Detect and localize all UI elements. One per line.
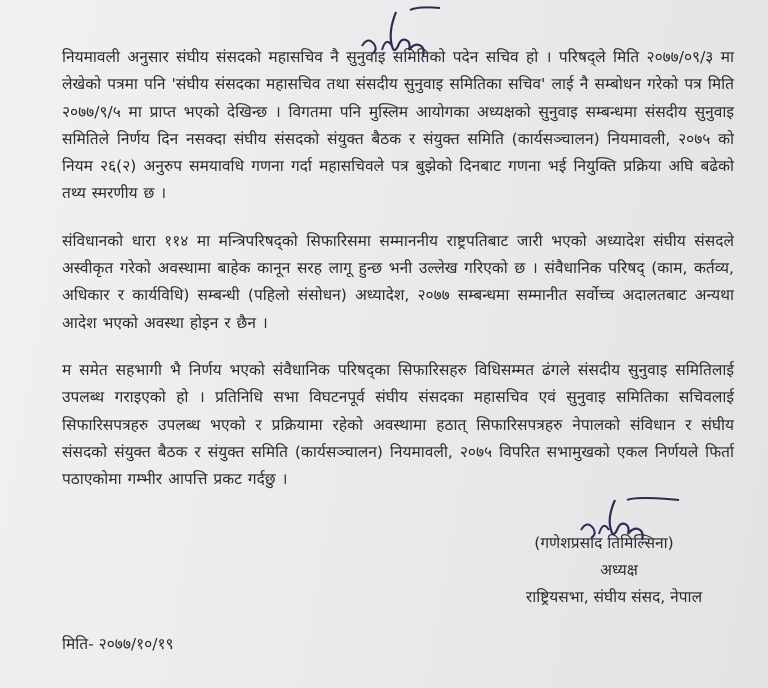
signatory-name: (गणेशप्रसाद तिमिल्सिना) (534, 534, 674, 552)
paragraph-3: म समेत सहभागी भै निर्णय भएको संवैधानिक परिषद्का सिफारिसहरु विधिसम्मत ढंगले संसदीय सुनुवाइ समितिलाई उपलब्ध गराइएको हो । प्रतिनिधि सभा विघटनपूर्व संघीय संसदका महासचिव एवं सुनुवाइ समितिका सचिवलाई सिफारिसपत्रहरु उपलब्ध भएको र प्रक्रियामा रहेको अवस्थामा हठात् सिफारिसपत्रहरु नेपालको संविधान र संघीय संसदको संयुक्त बैठक र संयुक्त समिति (कार्यसञ्चालन) नियमावली, २०७५ विपरित सभामुखको एकल निर्णयले फिर्ता पठाएकोमा गम्भीर आपत्ति प्रकट गर्दछु । (62, 360, 734, 489)
paragraph-2: संविधानको धारा ११४ मा मन्त्रिपरिषद्को सिफारिसमा सम्माननीय राष्ट्रपतिबाट जारी भएको अध्यादेश संघीय संसदले अस्वीकृत गरेको अवस्थामा बाहेक कानून सरह लागू हुन्छ भनी उल्लेख गरिएको छ । संवैधानिक परिषद् (काम, कर्तव्य, अधिकार र कार्यविधि) सम्बन्धी (पहिलो संसोधन) अध्यादेश, २०७७ सम्बन्धमा सम्मानीत सर्वोच्च अदालतबाट अन्यथा आदेश भएको अवस्था होइन र छैन । (62, 231, 734, 332)
signatory-organization: राष्ट्रियसभा, संघीय संसद, नेपाल (525, 588, 703, 606)
signatory-role: अध्यक्ष (600, 561, 638, 579)
paragraph-1: नियमावली अनुसार संघीय संसदको महासचिव नै सुनुवाइ समितिको पदेन सचिव हो । परिषद्ले मिति २०७७/०९/३ मा लेखेको पत्रमा पनि 'संघीय संसदका महासचिव तथा संसदीय सुनुवाइ समितिका सचिव' लाई नै सम्बोधन गरेको पत्र मिति २०७७/९/५ मा प्राप्त भएको देखिन्छ । विगतमा पनि मुस्लिम आयोगका अध्यक्षको सुनुवाइ सम्बन्धमा संसदीय सुनुवाइ समितिले निर्णय दिन नसक्दा संघीय संसदको संयुक्त बैठक र संयुक्त समिति (कार्यसञ्चालन) नियमावली, २०७५ को नियम २६(२) अनुरुप समयावधि गणना गर्दा महासचिवले पत्र बुझेको दिनबाट गणना भई नियुक्ति प्रक्रिया अघि बढेको तथ्य स्मरणीय छ । (62, 48, 734, 203)
signatory-block (484, 530, 724, 611)
letter-date: मिति- २०७७/१०/१९ (62, 635, 174, 653)
